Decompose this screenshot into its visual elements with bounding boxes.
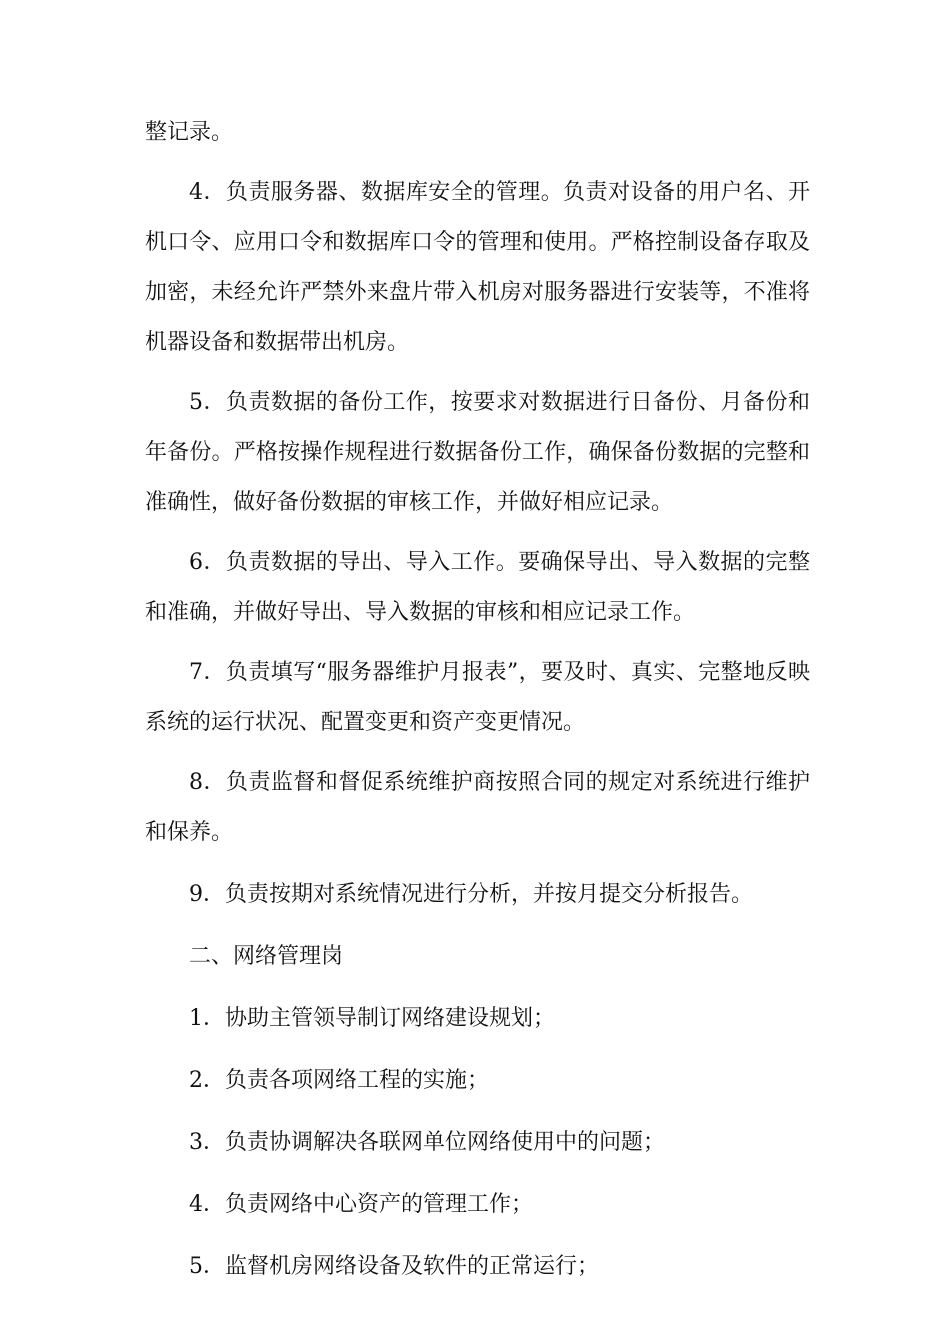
list-item-network-3: 3．负责协调解决各联网单位网络使用中的问题； bbox=[189, 1130, 665, 1155]
list-item-network-1: 1．协助主管领导制订网络建设规划； bbox=[189, 1006, 555, 1031]
list-item-network-5: 5．监督机房网络设备及软件的正常运行； bbox=[189, 1254, 599, 1279]
paragraph-item-4: 4．负责服务器、数据库安全的管理。负责对设备的用户名、开机口令、应用口令和数据库口令的管理和使用。严格控制设备存取及加密，未经允许严禁外来盘片带入机房对服务器进行安装等，不准将机器设备和数据带出机房。 bbox=[145, 180, 810, 355]
document-body bbox=[145, 108, 810, 1292]
paragraph-item-7: 7．负责填写“服务器维护月报表”，要及时、真实、完整地反映系统的运行状况、配置变更和资产变更情况。 bbox=[145, 660, 810, 735]
paragraph-continuation: 整记录。 bbox=[145, 120, 234, 145]
paragraph-item-9: 9．负责按期对系统情况进行分析，并按月提交分析报告。 bbox=[189, 882, 753, 907]
paragraph-item-8: 8．负责监督和督促系统维护商按照合同的规定对系统进行维护和保养。 bbox=[145, 770, 810, 845]
list-item-network-2: 2．负责各项网络工程的实施； bbox=[189, 1068, 489, 1093]
section-heading-network-admin: 二、网络管理岗 bbox=[189, 944, 344, 969]
paragraph-item-6: 6．负责数据的导出、导入工作。要确保导出、导入数据的完整和准确，并做好导出、导入数据的审核和相应记录工作。 bbox=[145, 550, 810, 625]
list-item-network-4: 4．负责网络中心资产的管理工作； bbox=[189, 1192, 533, 1217]
paragraph-item-5: 5．负责数据的备份工作，按要求对数据进行日备份、月备份和年备份。严格按操作规程进行数据备份工作，确保备份数据的完整和准确性，做好备份数据的审核工作，并做好相应记录。 bbox=[145, 390, 810, 515]
